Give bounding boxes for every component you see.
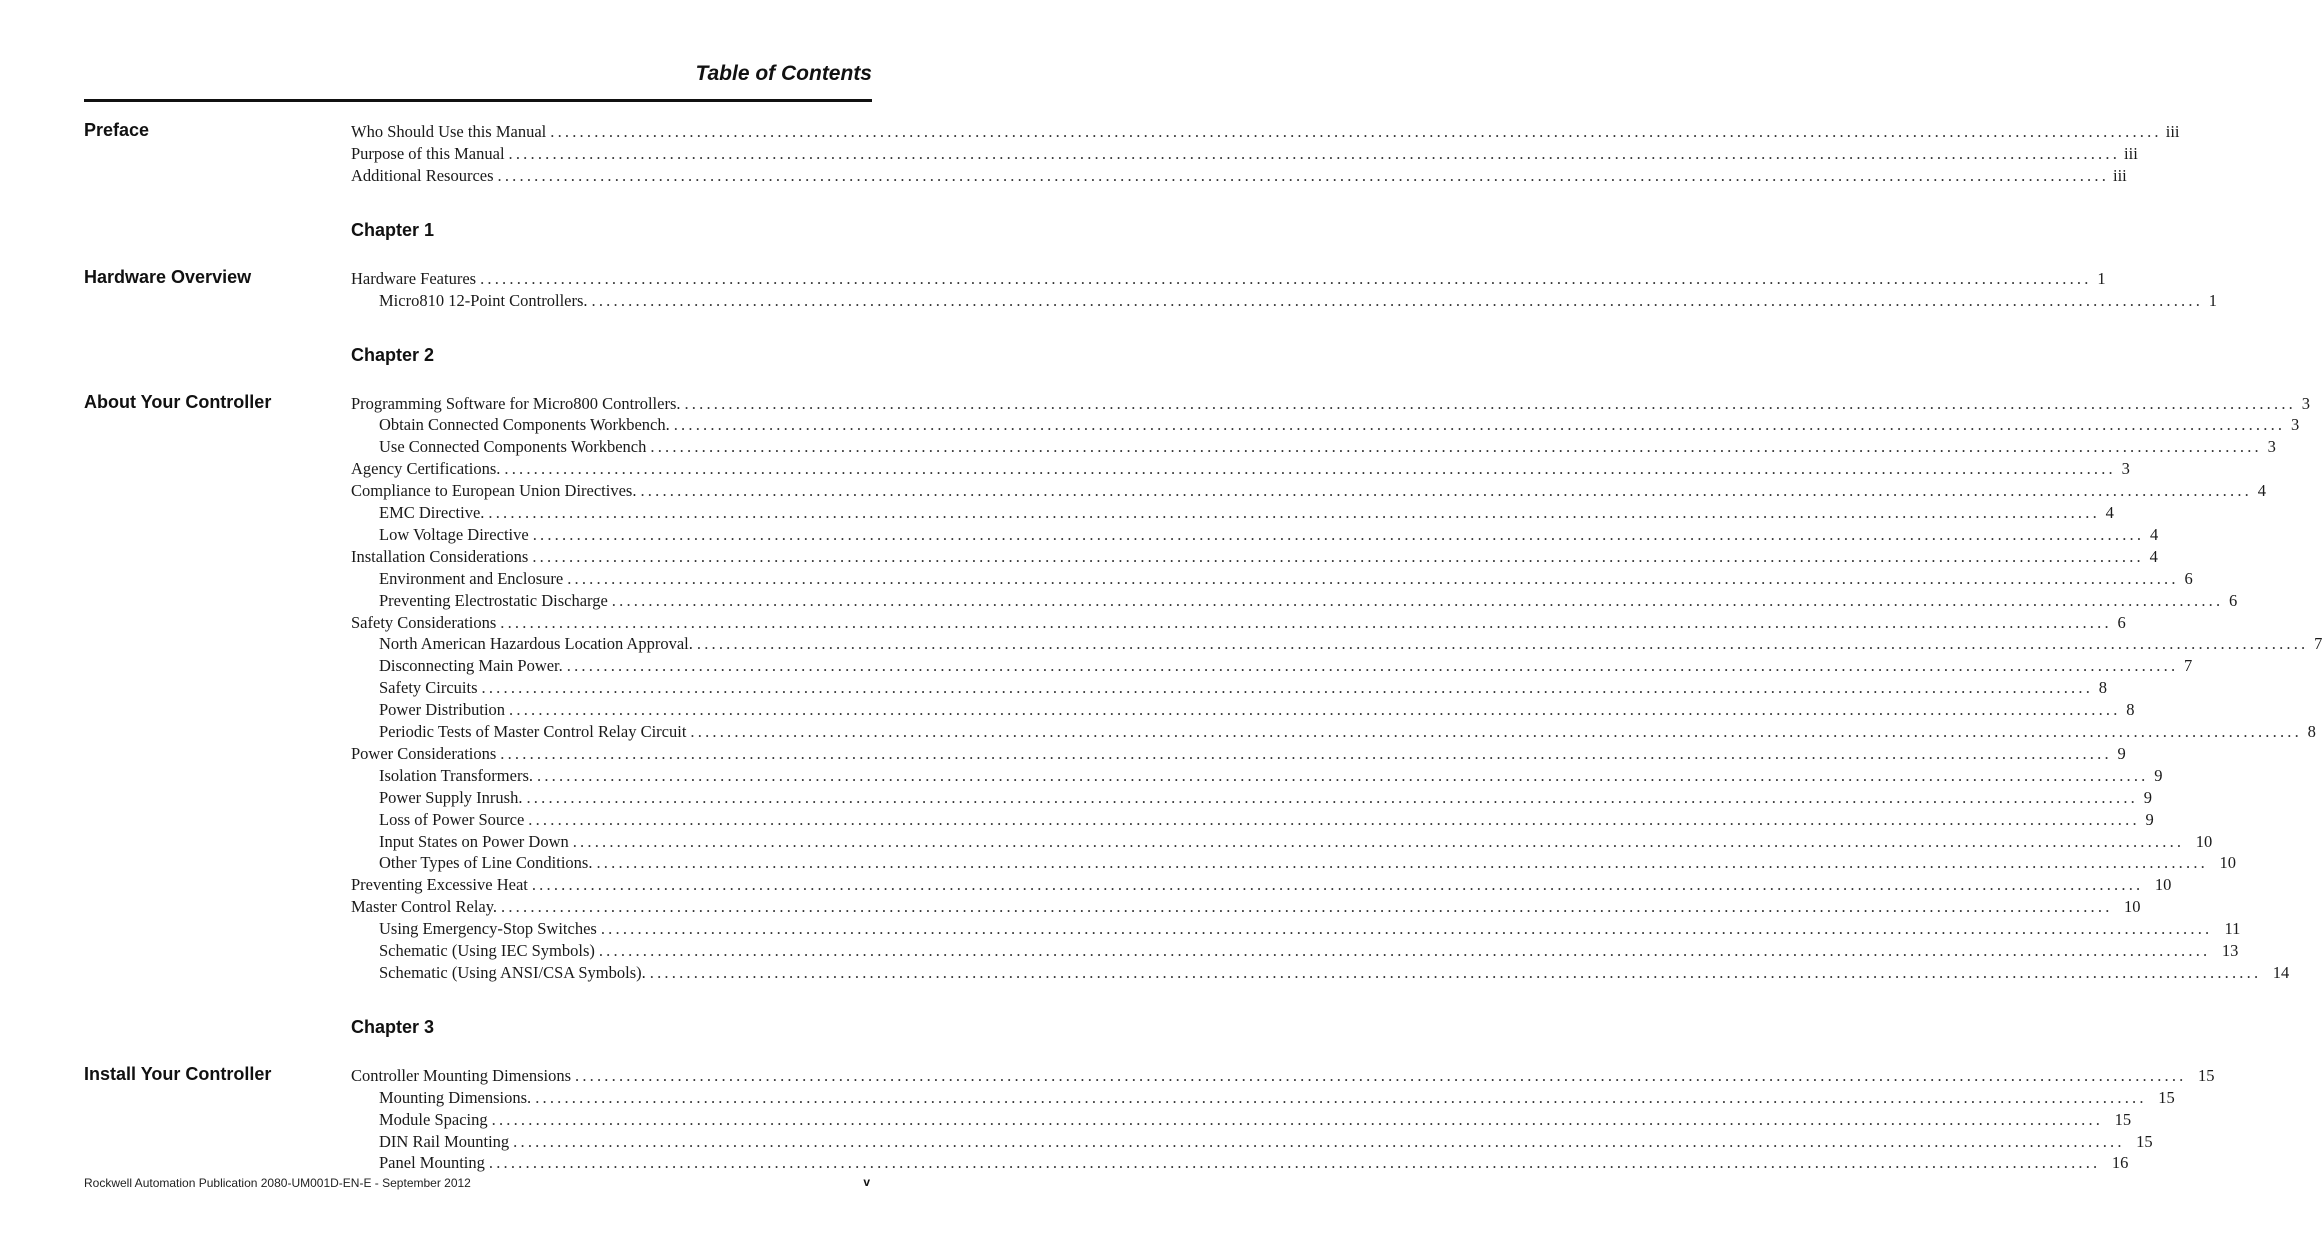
dot-leader: ............................................................................................................................................................................................................................ bbox=[550, 122, 2162, 141]
toc-entry-title: Loss of Power Source bbox=[379, 809, 525, 829]
toc-entry-page: 15 bbox=[2198, 1065, 2215, 1085]
toc-entry[interactable] bbox=[379, 1109, 2132, 1131]
toc-entry-page: 6 bbox=[2229, 590, 2238, 610]
toc-entry[interactable] bbox=[351, 480, 2266, 502]
toc-entry-page: 15 bbox=[2158, 1087, 2175, 1107]
section-heading: Hardware Overview bbox=[84, 266, 252, 287]
toc-entry-title: Schematic (Using IEC Symbols) bbox=[379, 941, 595, 960]
toc-entry-page: 8 bbox=[2098, 678, 2108, 698]
toc-entry-title: Micro810 12-Point Controllers. bbox=[379, 290, 588, 310]
toc-entry-title: Purpose of this Manual bbox=[351, 143, 505, 163]
toc-entry[interactable] bbox=[351, 743, 2126, 765]
toc-entry[interactable] bbox=[379, 1152, 2129, 1174]
dot-leader: ............................................................................................................................................................................................................................ bbox=[501, 897, 2113, 917]
toc-entry-page: 9 bbox=[2143, 787, 2152, 807]
toc-entry-page: 4 bbox=[2149, 546, 2158, 566]
dot-leader: ............................................................................................................................................................................................................................ bbox=[640, 481, 2252, 501]
dot-leader: ............................................................................................................................................................................................................................ bbox=[528, 809, 2140, 829]
toc-entry[interactable] bbox=[379, 721, 2316, 743]
toc-entry-title: Input States on Power Down bbox=[379, 831, 569, 851]
toc-entry-title: Programming Software for Micro800 Controllers. bbox=[351, 393, 681, 413]
toc-entry-page: 3 bbox=[2267, 437, 2276, 457]
toc-entry-page: 11 bbox=[2224, 919, 2241, 939]
toc-entry-title: Power Supply Inrush. bbox=[379, 787, 523, 807]
dot-leader: ............................................................................................................................................................................................................................ bbox=[488, 1153, 2101, 1173]
toc-entry-title: Module Spacing bbox=[379, 1109, 488, 1129]
toc-entry-page: 10 bbox=[2154, 875, 2172, 895]
footer-page-number: v bbox=[863, 1175, 870, 1189]
dot-leader: ............................................................................................................................................................................................................................ bbox=[650, 437, 2262, 457]
toc-entry-title: Mounting Dimensions. bbox=[379, 1087, 532, 1107]
dot-leader: ............................................................................................................................................................................................................................ bbox=[600, 919, 2213, 939]
toc-entry[interactable] bbox=[351, 458, 2130, 480]
toc-entry-page: 8 bbox=[2307, 722, 2316, 741]
dot-leader: ............................................................................................................................................................................................................................ bbox=[532, 524, 2145, 544]
toc-entry-page: 7 bbox=[2184, 656, 2193, 676]
toc-entry-title: Agency Certifications. bbox=[351, 459, 501, 479]
toc-entry-title: North American Hazardous Location Approval. bbox=[379, 634, 693, 654]
toc-entry-page: 15 bbox=[2114, 1109, 2132, 1129]
toc-entry-page: 16 bbox=[2111, 1153, 2129, 1173]
toc-entry-title: Use Connected Components Workbench bbox=[379, 437, 647, 457]
toc-entry-page: 14 bbox=[2272, 962, 2290, 982]
toc-entry[interactable] bbox=[379, 290, 2218, 312]
toc-entry[interactable] bbox=[351, 393, 2310, 415]
toc-entry[interactable] bbox=[379, 962, 2290, 984]
dot-leader: ............................................................................................................................................................................................................................ bbox=[513, 1131, 2125, 1151]
toc-entry-title: Obtain Connected Components Workbench. bbox=[379, 415, 670, 435]
dot-leader: ............................................................................................................................................................................................................................ bbox=[504, 459, 2116, 479]
toc-entry-page: 9 bbox=[2117, 743, 2126, 763]
dot-leader: ............................................................................................................................................................................................................................ bbox=[497, 165, 2110, 185]
toc-entry-page: 3 bbox=[2301, 393, 2310, 413]
dot-leader: ............................................................................................................................................................................................................................ bbox=[591, 290, 2204, 310]
chapter-label: Chapter 3 bbox=[351, 1016, 435, 1037]
dot-leader: ............................................................................................................................................................................................................................ bbox=[566, 656, 2179, 676]
toc-entry[interactable] bbox=[379, 590, 2238, 612]
toc-entry-page: 10 bbox=[2195, 831, 2213, 851]
toc-entry-title: Using Emergency-Stop Switches bbox=[379, 919, 597, 939]
toc-entry-title: Environment and Enclosure bbox=[379, 568, 564, 588]
toc-entry[interactable] bbox=[351, 546, 2158, 568]
dot-leader: ............................................................................................................................................................................................................................ bbox=[491, 1109, 2104, 1129]
dot-leader: ............................................................................................................................................................................................................................ bbox=[598, 941, 2211, 960]
toc-entry[interactable] bbox=[379, 436, 2276, 458]
toc-entry[interactable] bbox=[379, 568, 2193, 590]
toc-entry[interactable] bbox=[351, 896, 2141, 918]
toc-entry-title: Safety Circuits bbox=[379, 678, 478, 698]
toc-entry-page: 15 bbox=[2136, 1131, 2153, 1151]
toc-entry[interactable] bbox=[351, 874, 2172, 896]
toc-entry-page: 1 bbox=[2208, 290, 2218, 310]
toc-entry-page: 4 bbox=[2149, 524, 2159, 544]
toc-entry-page: 10 bbox=[2124, 897, 2141, 917]
toc-entry-title: Power Considerations bbox=[351, 743, 497, 763]
toc-entry-page: iii bbox=[2165, 122, 2180, 141]
dot-leader: ............................................................................................................................................................................................................................ bbox=[575, 1065, 2187, 1085]
dot-leader: ............................................................................................................................................................................................................................ bbox=[531, 875, 2144, 895]
toc-entry[interactable] bbox=[379, 699, 2135, 721]
dot-leader: ............................................................................................................................................................................................................................ bbox=[649, 962, 2262, 982]
toc-entry-title: Preventing Excessive Heat bbox=[351, 875, 528, 895]
toc-entry-page: 10 bbox=[2219, 853, 2236, 873]
toc-entry-page: iii bbox=[2113, 165, 2127, 185]
toc-entry-title: Low Voltage Directive bbox=[379, 524, 529, 544]
toc-entry-title: Isolation Transformers. bbox=[379, 765, 533, 785]
dot-leader: ............................................................................................................................................................................................................................ bbox=[508, 143, 2121, 163]
toc-entry[interactable] bbox=[351, 1065, 2215, 1087]
dot-leader: ............................................................................................................................................................................................................................ bbox=[532, 546, 2144, 566]
toc-entry-title: Safety Considerations bbox=[351, 612, 497, 632]
dot-leader: ............................................................................................................................................................................................................................ bbox=[500, 612, 2112, 632]
toc-entry-title: Who Should Use this Manual bbox=[351, 122, 547, 141]
section-heading: Install Your Controller bbox=[84, 1063, 272, 1084]
toc-entry-title: Power Distribution bbox=[379, 700, 506, 720]
dot-leader: ............................................................................................................................................................................................................................ bbox=[509, 700, 2121, 720]
toc-entry-page: 6 bbox=[2117, 612, 2126, 632]
toc-entry-title: Disconnecting Main Power. bbox=[379, 656, 563, 676]
toc-entry[interactable] bbox=[379, 414, 2300, 436]
toc-entry[interactable] bbox=[351, 121, 2180, 143]
toc-entry-page: 1 bbox=[2097, 268, 2106, 288]
toc-entry-title: Controller Mounting Dimensions bbox=[351, 1065, 571, 1085]
toc-entry[interactable] bbox=[379, 765, 2163, 787]
toc-entry[interactable] bbox=[379, 524, 2159, 546]
toc-entry[interactable] bbox=[351, 612, 2126, 634]
toc-entry-page: 7 bbox=[2314, 634, 2322, 654]
dot-leader: ............................................................................................................................................................................................................................ bbox=[596, 853, 2208, 873]
toc-entry[interactable] bbox=[379, 940, 2239, 962]
toc-entry-title: Installation Considerations bbox=[351, 546, 529, 566]
toc-entry[interactable] bbox=[379, 502, 2114, 524]
toc-entry[interactable] bbox=[379, 787, 2152, 809]
section-heading: About Your Controller bbox=[84, 391, 272, 412]
toc-entry-page: 3 bbox=[2121, 459, 2130, 479]
toc-entry[interactable] bbox=[379, 655, 2193, 677]
toc-entry-title: Panel Mounting bbox=[379, 1153, 485, 1173]
dot-leader: ............................................................................................................................................................................................................................ bbox=[690, 722, 2302, 741]
toc-entry-title: Preventing Electrostatic Discharge bbox=[379, 590, 608, 610]
toc-entry-title: Schematic (Using ANSI/CSA Symbols). bbox=[379, 962, 646, 982]
toc-entry[interactable] bbox=[351, 143, 2138, 165]
toc-entry[interactable] bbox=[379, 677, 2108, 699]
toc-entry[interactable] bbox=[379, 809, 2154, 831]
toc-entry-title: Periodic Tests of Master Control Relay Circuit bbox=[379, 722, 687, 741]
toc-entry-page: 4 bbox=[2257, 481, 2266, 501]
toc-entry-title: Additional Resources bbox=[351, 165, 494, 185]
section-heading: Preface bbox=[84, 120, 150, 140]
dot-leader: ............................................................................................................................................................................................................................ bbox=[572, 831, 2185, 851]
toc-entry-page: 4 bbox=[2105, 503, 2114, 522]
dot-leader: ............................................................................................................................................................................................................................ bbox=[684, 393, 2296, 413]
toc-entry[interactable] bbox=[351, 165, 2127, 187]
toc-entry-page: 13 bbox=[2221, 941, 2239, 960]
toc-entry[interactable] bbox=[379, 1087, 2175, 1109]
toc-entry-title: DIN Rail Mounting bbox=[379, 1131, 510, 1151]
dot-leader: ............................................................................................................................................................................................................................ bbox=[673, 415, 2286, 435]
toc-entry-page: iii bbox=[2124, 143, 2138, 163]
toc-entry-title: EMC Directive. bbox=[379, 503, 485, 522]
dot-leader: ............................................................................................................................................................................................................................ bbox=[480, 268, 2092, 288]
dot-leader: ............................................................................................................................................................................................................................ bbox=[481, 678, 2094, 698]
toc-entry[interactable] bbox=[379, 1131, 2153, 1153]
toc-entry-page: 9 bbox=[2145, 809, 2154, 829]
dot-leader: ............................................................................................................................................................................................................................ bbox=[535, 1087, 2147, 1107]
toc-entry[interactable] bbox=[379, 831, 2213, 853]
dot-leader: ............................................................................................................................................................................................................................ bbox=[500, 743, 2112, 763]
toc-entry-title: Hardware Features bbox=[351, 268, 477, 288]
toc-entry-page: 3 bbox=[2290, 415, 2300, 435]
chapter-label: Chapter 1 bbox=[351, 219, 435, 240]
footer-publication: Rockwell Automation Publication 2080-UM001D-EN-E - September 2012 bbox=[84, 1176, 471, 1190]
toc-entry[interactable] bbox=[379, 633, 2322, 655]
toc-entry-page: 6 bbox=[2184, 568, 2193, 588]
toc-entry-title: Other Types of Line Conditions. bbox=[379, 853, 593, 873]
toc-entry-page: 8 bbox=[2126, 700, 2135, 720]
toc-entry-title: Compliance to European Union Directives. bbox=[351, 481, 637, 501]
dot-leader: ............................................................................................................................................................................................................................ bbox=[488, 503, 2100, 522]
toc-entry-page: 9 bbox=[2154, 765, 2163, 785]
dot-leader: ............................................................................................................................................................................................................................ bbox=[696, 634, 2309, 654]
dot-leader: ............................................................................................................................................................................................................................ bbox=[611, 590, 2224, 610]
page-title: Table of Contents bbox=[695, 62, 872, 85]
chapter-label: Chapter 2 bbox=[351, 344, 435, 365]
dot-leader: ............................................................................................................................................................................................................................ bbox=[526, 787, 2138, 807]
toc-entry-title: Master Control Relay. bbox=[351, 897, 498, 917]
toc-entry[interactable] bbox=[351, 268, 2106, 290]
toc-entry[interactable] bbox=[379, 918, 2241, 940]
dot-leader: ............................................................................................................................................................................................................................ bbox=[537, 765, 2149, 785]
dot-leader: ............................................................................................................................................................................................................................ bbox=[567, 568, 2179, 588]
toc-entry[interactable] bbox=[379, 852, 2236, 874]
